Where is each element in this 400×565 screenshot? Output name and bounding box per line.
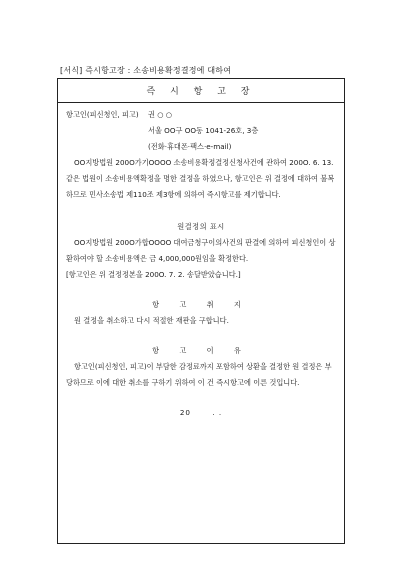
appeal-reason-text: 항고인(피신청인, 피고)이 부담한 감정료까지 포함하여 상환을 결정한 원 결정은 부당하므로 이에 대한 취소를 구하기 위하여 이 건 즉시항고에 이른 것입니다.: [66, 362, 332, 387]
party-name: 권 ○ ○: [148, 110, 173, 119]
date-rest: . .: [212, 408, 223, 417]
original-decision-heading: 원결정의 표시: [177, 222, 225, 231]
document-title: 즉 시 항 고 장: [58, 79, 344, 103]
original-decision-text: OO지방법원 200O가합OOOO 대여금청구이의사건의 판결에 의하여 피신청인이 상환하여야 할 소송비용액은 금 4,000,000원임을 확정한다.: [66, 238, 336, 263]
party-name-row: [66, 107, 336, 123]
original-decision-note: [항고인은 위 결정정본을 200O. 7. 2. 송달받았습니다.]: [66, 270, 241, 279]
document-caption: [서식] 즉시항고장 : 소송비용확정결정에 대하여: [60, 66, 232, 75]
party-address: 서울 OO구 OO동 1041-26호, 3층: [148, 126, 259, 135]
party-contact: (전화·휴대폰·팩스·e-mail): [148, 142, 232, 151]
intro-paragraph: OO지방법원 200O가기OOOO 소송비용확정결정신청사건에 관하여 200O. 6. 13. 같은 법원이 소송비용액확정을 명한 결정을 하였으나, 항고인은 위 결정에 대하여 불복하므로 민사소송법 제110조 제3항에 의하여 즉시항고를 제기합니다.: [66, 158, 335, 199]
document-frame: [57, 78, 345, 544]
appeal-purpose-text: 원 결정을 취소하고 다시 적절한 재판을 구합니다.: [74, 316, 229, 325]
date-year: 20: [179, 408, 191, 417]
party-label: 항고인(피신청인, 피고): [66, 110, 139, 119]
appeal-purpose-heading: 항 고 취 지: [152, 300, 250, 309]
document-body: [58, 107, 344, 421]
party-block: [66, 107, 336, 155]
appeal-reason-heading: 항 고 이 유: [152, 346, 250, 355]
document-date: [66, 405, 336, 421]
